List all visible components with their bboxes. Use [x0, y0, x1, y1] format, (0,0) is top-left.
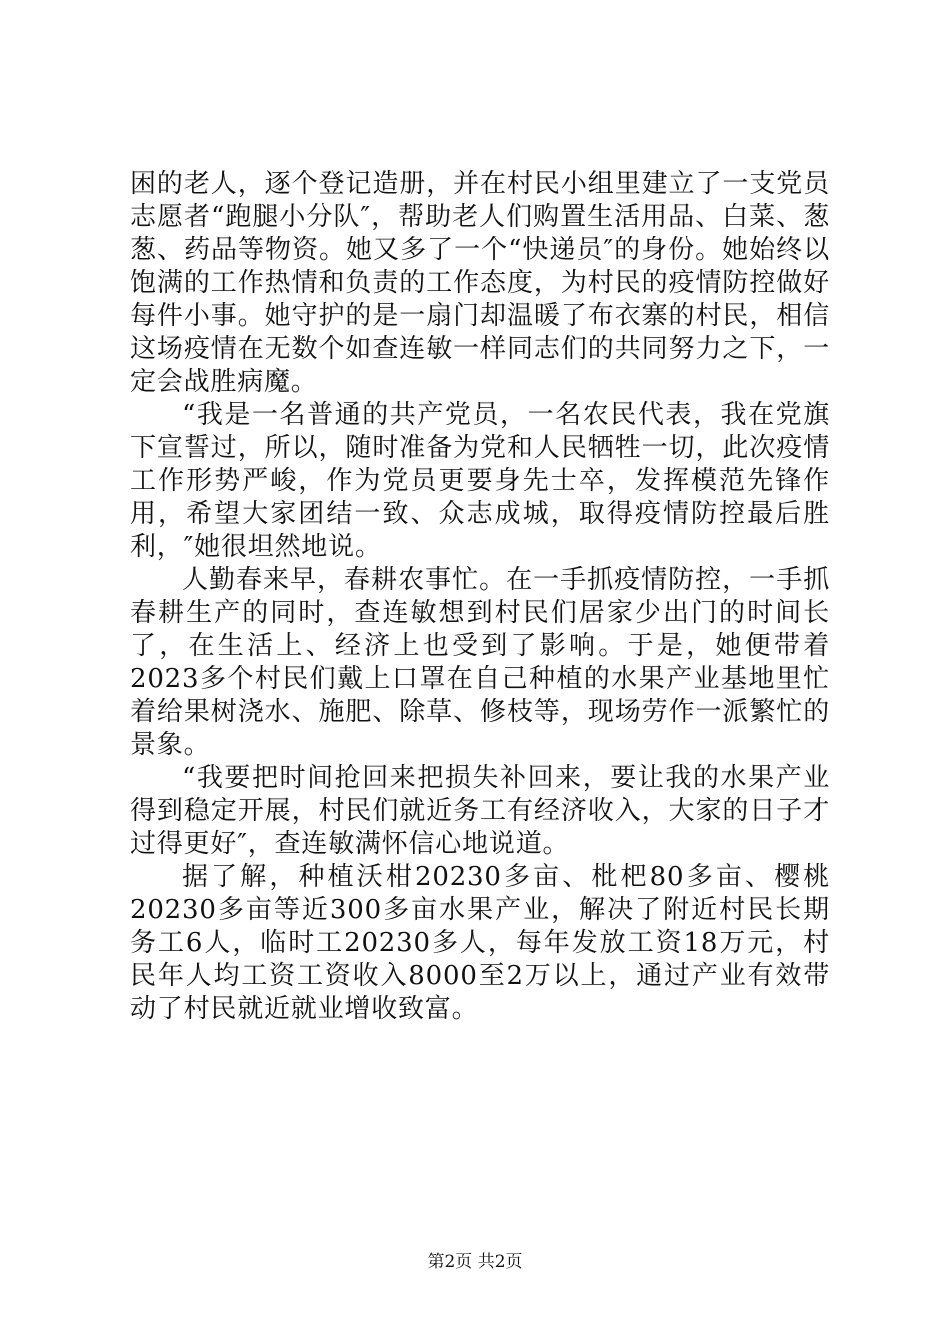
paragraph-quote-fruit-industry: “我要把时间抢回来把损失补回来，要让我的水果产业得到稳定开展，村民们就近务工有经济收入，大家的日子才过得更好″，查连敏满怀信心地说道。 [130, 763, 830, 859]
paragraph-industry-stats: 据了解，种植沃柑20230多亩、枇杷80多亩、樱桃20230多亩等近300多亩水果产业，解决了附近村民长期务工6人，临时工20230多人，每年发放工资18万元，村民年人均工资工资收入8000至2万以上，通过产业有效带动了村民就近就业增收致富。 [130, 862, 830, 1024]
page-number-footer: 第2页 共2页 [427, 1252, 523, 1272]
article-body [130, 168, 830, 1026]
paragraph-continuation: 困的老人，逐个登记造册，并在村民小组里建立了一支党员志愿者“跑腿小分队″，帮助老人们购置生活用品、白菜、葱葱、药品等物资。她又多了一个“快递员″的身份。她始终以饱满的工作热情和负责的工作态度，为村民的疫情防控做好每件小事。她守护的是一扇门却温暖了布衣寨的村民，相信这场疫情在无数个如查连敏一样同志们的共同努力之下，一定会战胜病魔。 [130, 169, 830, 397]
paragraph-quote-party-member: “我是一名普通的共产党员，一名农民代表，我在党旗下宣誓过，所以，随时准备为党和人民牺牲一切，此次疫情工作形势严峻，作为党员更要身先士卒，发挥模范先锋作用，希望大家团结一致、众志成城，取得疫情防控最后胜利，″她很坦然地说。 [130, 400, 830, 562]
paragraph-spring-farming: 人勤春来早，春耕农事忙。在一手抓疫情防控，一手抓春耕生产的同时，查连敏想到村民们居家少出门的时间长了，在生活上、经济上也受到了影响。于是，她便带着2023多个村民们戴上口罩在自己种植的水果产业基地里忙着给果树浇水、施肥、除草、修枝等，现场劳作一派繁忙的景象。 [130, 565, 830, 760]
